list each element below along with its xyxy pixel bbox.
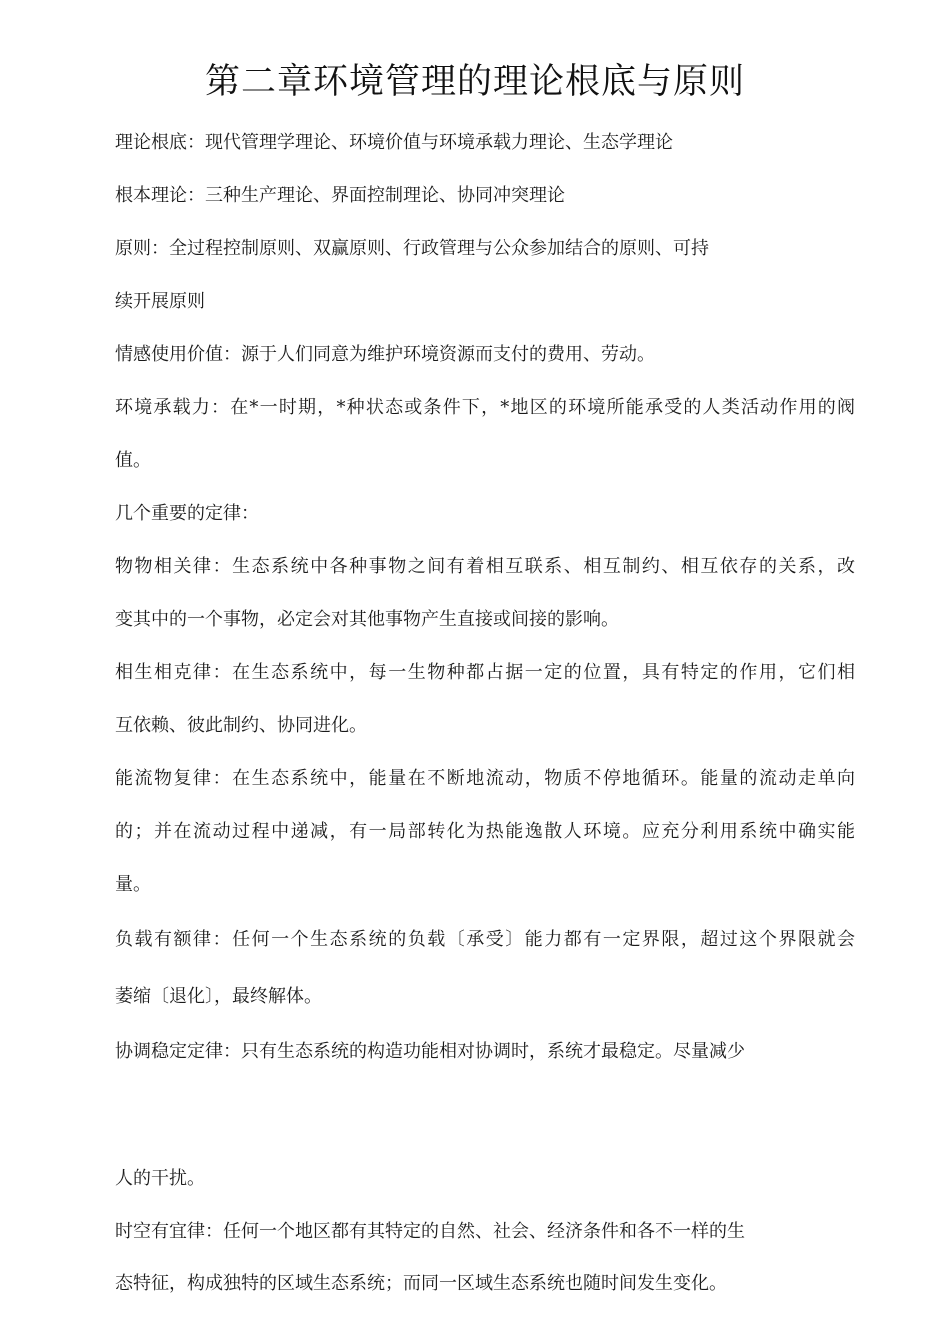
text-line-emotional-value: 情感使用价值：源于人们同意为维护环境资源而支付的费用、劳动。 — [115, 344, 655, 365]
document-title: 第二章环境管理的理论根底与原则 — [204, 62, 745, 102]
text-line-law-interrelation-cont: 变其中的一个事物，必定会对其他事物产生直接或间接的影响。 — [115, 609, 619, 630]
text-line-carrying-capacity-cont: 值。 — [115, 450, 151, 471]
text-line-law-coordination: 协调稳定定律：只有生态系统的构造功能相对协调时，系统才最稳定。尽量减少 — [115, 1041, 745, 1062]
text-line-law-energy-end: 量。 — [115, 874, 151, 895]
text-line-principles: 原则：全过程控制原则、双赢原则、行政管理与公众参加结合的原则、可持 — [115, 238, 709, 259]
text-line-laws-heading: 几个重要的定律： — [115, 503, 259, 524]
text-line-law-spacetime-cont: 态特征，构成独特的区域生态系统；而同一区域生态系统也随时间发生变化。 — [115, 1273, 727, 1294]
text-line-law-mutual: 相生相克律：在生态系统中，每一生物种都占据一定的位置，具有特定的作用，它们相 — [115, 662, 855, 683]
text-line-basic-theory: 根本理论：三种生产理论、界面控制理论、协同冲突理论 — [115, 185, 565, 206]
text-line-principles-cont: 续开展原则 — [115, 291, 205, 312]
text-line-law-mutual-cont: 互依赖、彼此制约、协同进化。 — [115, 715, 367, 736]
text-line-law-coordination-cont: 人的干扰。 — [115, 1168, 205, 1189]
text-line-theory-basis: 理论根底：现代管理学理论、环境价值与环境承载力理论、生态学理论 — [115, 132, 673, 153]
text-line-law-load: 负载有额律：任何一个生态系统的负载〔承受〕能力都有一定界限，超过这个界限就会 — [115, 929, 855, 950]
text-line-carrying-capacity: 环境承载力：在*一时期，*种状态或条件下，*地区的环境所能承受的人类活动作用的阀 — [115, 397, 855, 418]
text-line-law-interrelation: 物物相关律：生态系统中各种事物之间有着相互联系、相互制约、相互依存的关系，改 — [115, 556, 855, 577]
text-line-law-spacetime: 时空有宜律：任何一个地区都有其特定的自然、社会、经济条件和各不一样的生 — [115, 1221, 745, 1242]
text-line-law-energy-cont: 的；并在流动过程中递减，有一局部转化为热能逸散人环境。应充分利用系统中确实能 — [115, 821, 855, 842]
text-line-law-load-cont: 萎缩〔退化〕，最终解体。 — [115, 986, 322, 1007]
text-line-law-energy: 能流物复律：在生态系统中，能量在不断地流动，物质不停地循环。能量的流动走单向 — [115, 768, 855, 789]
